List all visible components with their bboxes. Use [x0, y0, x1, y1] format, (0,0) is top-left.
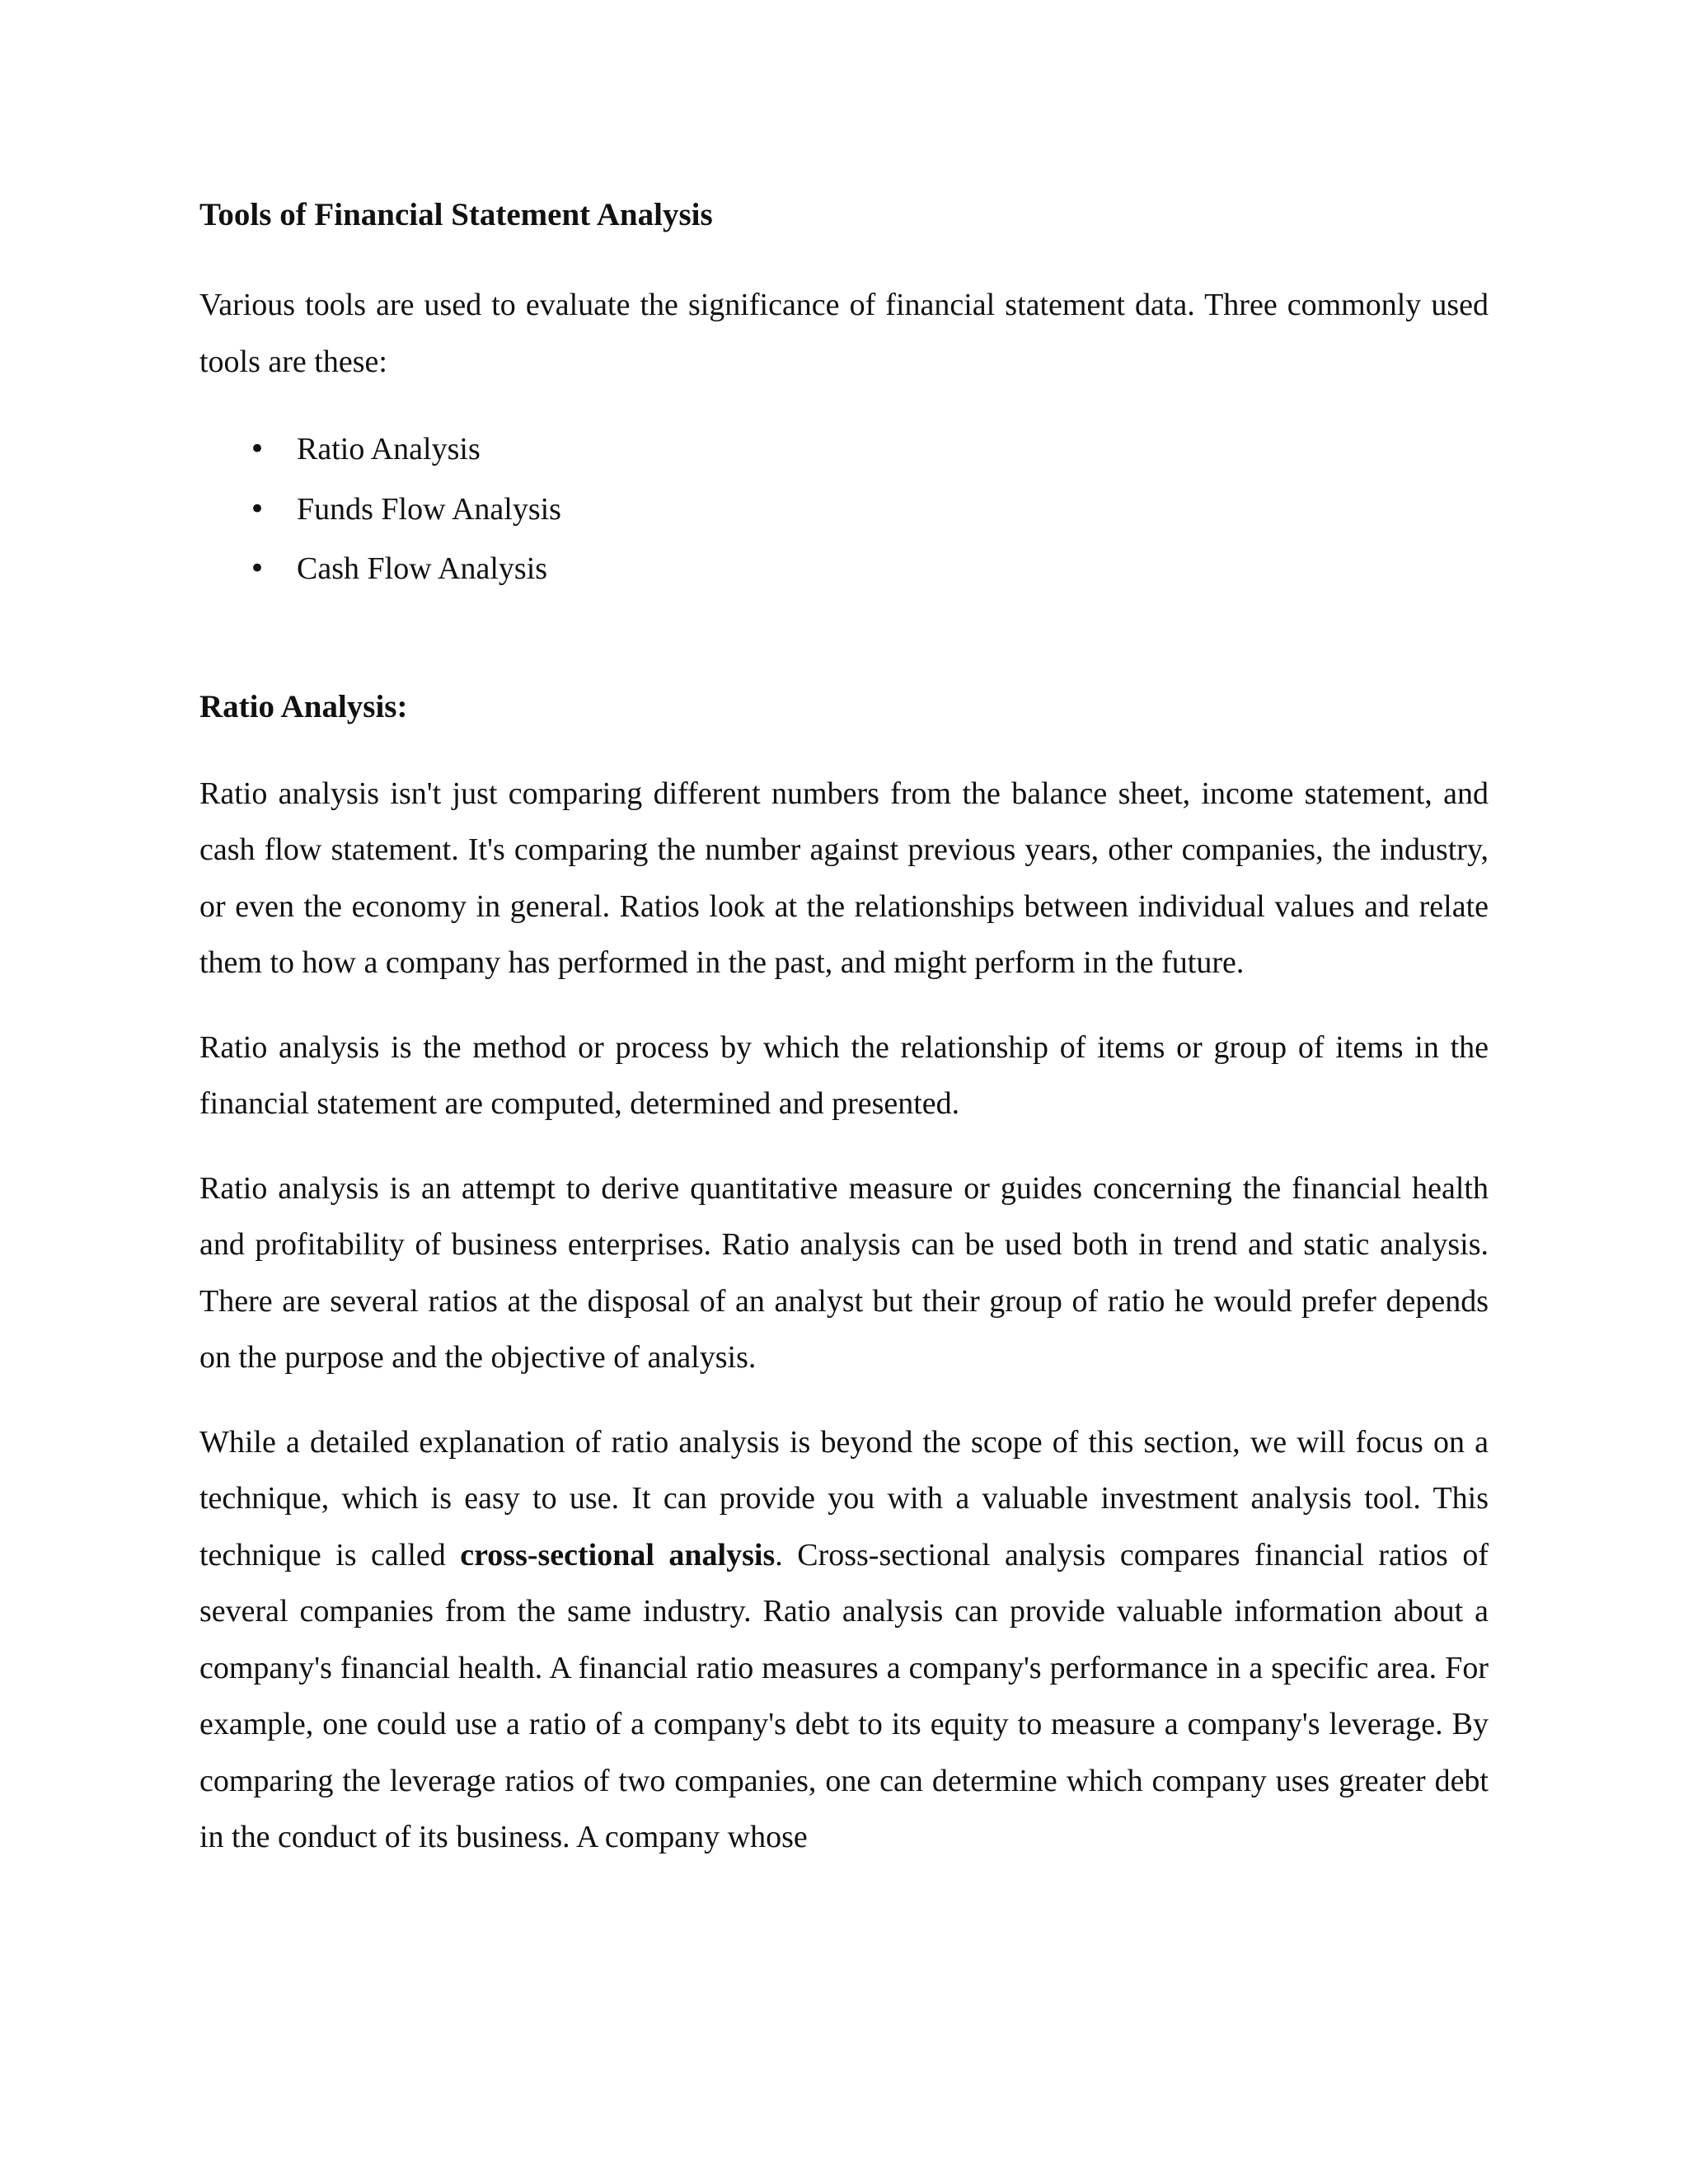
- bold-term: cross-sectional analysis: [460, 1537, 776, 1572]
- bullet-icon: •: [249, 552, 266, 585]
- list-item-label: Ratio Analysis: [297, 432, 481, 466]
- list-item-label: Cash Flow Analysis: [297, 551, 548, 586]
- list-item: [199, 419, 1489, 480]
- section-heading: Ratio Analysis:: [199, 688, 408, 724]
- list-item-label: Funds Flow Analysis: [297, 491, 561, 527]
- list-item: [199, 480, 1489, 540]
- bullet-icon: •: [249, 433, 266, 466]
- paragraph: Ratio analysis is an attempt to derive quantitative measure or guides concerning the financial health and profitability of business enterprises. Ratio analysis can be used both in trend and static analysis. There are several ratios at the disposal of an analyst but their group of ratio he would prefer depends on the purpose and the objective of analysis.: [199, 1170, 1489, 1375]
- list-item: [199, 539, 1489, 599]
- paragraph-text: While a detailed explanation of ratio analysis is beyond the scope of this section, we will focus on a technique, which is easy to use. It can provide you with a valuable investment analysis tool. This technique is called: [199, 1424, 1489, 1572]
- paragraph-cross-sectional: [199, 1414, 1489, 1866]
- document-title: Tools of Financial Statement Analysis: [199, 197, 713, 232]
- bullet-icon: •: [249, 492, 266, 526]
- document-body: [199, 194, 1489, 1866]
- paragraph: Ratio analysis isn't just comparing different numbers from the balance sheet, income statement, and cash flow statement. It's comparing the number against previous years, other companies, the industry, or even the economy in general. Ratios look at the relationships between individual values and relate them to how a company has performed in the past, and might perform in the future.: [199, 776, 1489, 980]
- paragraph: Ratio analysis is the method or process by which the relationship of items or group of items in the financial statement are computed, determined and presented.: [199, 1029, 1489, 1121]
- tools-list: [199, 419, 1489, 599]
- paragraph-text: . Cross-sectional analysis compares financial ratios of several companies from the same industry. Ratio analysis can provide valuable information about a company's financial health. A financial ratio measures a company's performance in a specific area. For example, one could use a ratio of a company's debt to its equity to measure a company's leverage. By comparing the leverage ratios of two companies, one can determine which company uses greater debt in the conduct of its business. A company whose: [199, 1537, 1489, 1854]
- intro-paragraph: Various tools are used to evaluate the significance of financial statement data. Three commonly used tools are these:: [199, 288, 1489, 379]
